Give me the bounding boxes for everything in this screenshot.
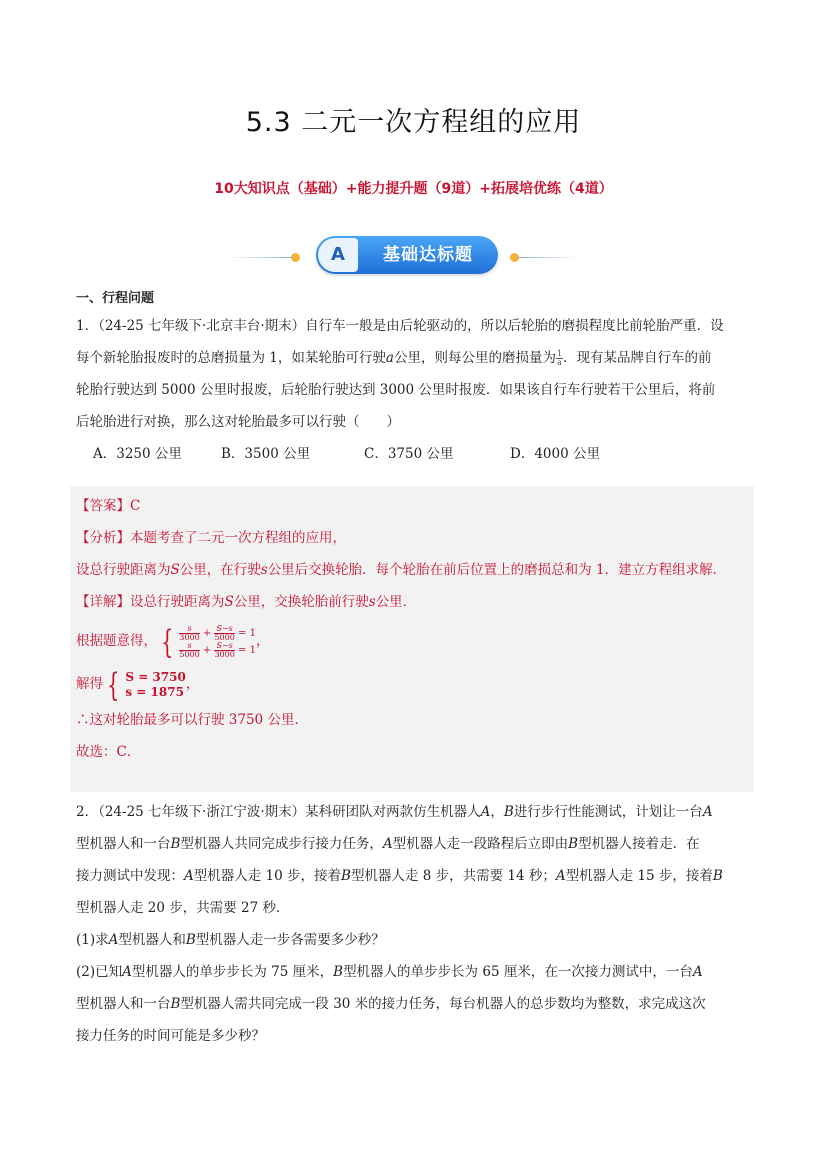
answer-1: [76, 490, 756, 768]
fraction: [179, 642, 199, 659]
var-B: B: [341, 868, 351, 884]
denominator: 5000: [214, 632, 235, 642]
solution-line: [76, 664, 756, 704]
page-subtitle: 10大知识点（基础）+能力提升题（9道）+拓展培优练（4道）: [214, 181, 613, 197]
var-B: B: [333, 964, 344, 980]
q2-text: 型机器人需共同完成一段 30 米的接力任务，每台机器人的总步数均为整数，求完成这次: [180, 996, 706, 1012]
analysis-text: 公里，在行驶: [179, 562, 261, 578]
q2-line-4: 型机器人走 20 步，共需要 27 秒．: [76, 900, 290, 916]
fraction-numerator: 1: [556, 349, 563, 358]
equation-2: $\frac{s}{5000}$ + $\frac{S-s}{3000} = 1$: [179, 640, 256, 659]
q2-text: 型机器人和一台: [76, 836, 171, 852]
solution-1: S = 3750: [125, 669, 186, 684]
q2-sub-2-line-3: 接力任务的时间可能是多少秒？: [76, 1028, 265, 1044]
conclusion-line: ∴这对轮胎最多可以行驶 3750 公里．: [76, 712, 308, 728]
var-B: B: [185, 932, 196, 948]
equation-line: [76, 618, 756, 664]
banner-letter: A: [318, 238, 358, 272]
detail-text: 公里．: [375, 594, 417, 610]
choice-line: 故选：C．: [76, 744, 141, 760]
denominator: 3000: [179, 632, 200, 642]
var-A: A: [692, 964, 703, 980]
var-A: A: [108, 932, 119, 948]
var-a: a: [385, 350, 394, 366]
q2-text: 型机器人走 8 步，共需要 14 秒；: [350, 868, 556, 884]
q1-options: [76, 438, 756, 470]
detail-text: 公里，交换轮胎前行驶: [233, 594, 369, 610]
section-heading: 一、行程问题: [76, 291, 155, 306]
banner-pill: [316, 236, 498, 274]
q1-line-1: 1．（24-25 七年级下·北京丰台·期末）自行车一般是由后轮驱动的，所以后轮胎的磨损程度比前轮胎严重．设: [76, 318, 724, 334]
var-A: A: [702, 804, 713, 820]
option-b[interactable]: B．3500 公里: [221, 446, 311, 462]
analysis-line-2: [76, 554, 756, 586]
q1-line-4: 后轮胎进行对换，那么这对轮胎最多可以行驶（ ）: [76, 414, 400, 430]
option-c[interactable]: C．3750 公里: [364, 446, 454, 462]
equation-1: $\frac{s}{3000}$ + $\frac{S-s}{5000} = 1$: [179, 623, 256, 642]
section-banner: [0, 232, 827, 282]
solution-intro: 解得: [76, 676, 103, 692]
numerator: s: [179, 625, 199, 634]
analysis-label: 【分析】: [76, 530, 130, 546]
var-A: A: [382, 836, 393, 852]
answer-line: [76, 490, 756, 522]
q1-text: ．现有某品牌自行车的前: [563, 350, 712, 366]
answer-label: 【答案】: [76, 498, 130, 514]
analysis-text: 本题考查了二元一次方程组的应用，: [130, 530, 346, 546]
q2-text: 型机器人的单步步长为 65 厘米，在一次接力测试中，一台: [343, 964, 693, 980]
detail-text: 设总行驶距离为: [130, 594, 225, 610]
var-B: B: [712, 868, 723, 884]
solution-tail: ，: [185, 676, 200, 692]
q1-text: 公里，则每公里的磨损量为: [393, 350, 556, 366]
solution-system: [103, 665, 186, 704]
numerator: s: [179, 642, 199, 651]
option-d[interactable]: D．4000 公里: [510, 446, 600, 462]
fraction-denominator: a: [557, 358, 562, 367]
q2-text: 型机器人走 15 步，接着: [565, 868, 713, 884]
var-A: A: [555, 868, 566, 884]
question-1: [76, 288, 756, 470]
analysis-text: 设总行驶距离为: [76, 562, 171, 578]
q2-text: ，: [490, 804, 504, 820]
page-title: 5.3 二元一次方程组的应用: [245, 107, 582, 138]
banner-line-left: [228, 257, 294, 258]
q2-text: 型机器人走 10 步，接着: [193, 868, 342, 884]
q1-line-3: 轮胎行驶达到 5000 公里时报废，后轮胎行驶达到 3000 公里时报废．如果该自行车行驶若干公里后，将前: [76, 382, 716, 398]
denominator: 3000: [214, 649, 235, 659]
equation-intro: 根据题意得，: [76, 633, 157, 649]
q2-sub-2-line-2: [76, 988, 756, 1020]
q2-text: 型机器人走一段路程后立即由: [392, 836, 569, 852]
q2-text: 2．（24-25 七年级下·浙江宁波·期末）某科研团队对两款仿生机器人: [76, 804, 481, 820]
var-s: s: [260, 562, 268, 578]
q2-sub-1: [76, 924, 756, 956]
q1-line-2: [76, 342, 756, 374]
q2-text: 接力测试中发现：: [76, 868, 184, 884]
var-A: A: [480, 804, 491, 820]
q2-text: 型机器人和: [118, 932, 186, 948]
q1-text: 每个新轮胎报废时的总磨损量为 1，如某轮胎可行驶: [76, 350, 386, 366]
var-S: S: [224, 594, 234, 610]
option-a[interactable]: A．3250 公里: [93, 446, 182, 462]
rhs: = 1: [238, 644, 256, 656]
brace-icon: {: [161, 622, 174, 661]
fraction: [214, 625, 234, 642]
solution-2: s = 1875: [125, 684, 184, 699]
equation-rows: [179, 625, 256, 659]
banner-text: 基础达标题: [383, 245, 473, 265]
var-B: B: [170, 996, 181, 1012]
banner-line-right: [518, 257, 578, 258]
answer-value: C: [130, 498, 141, 514]
var-A: A: [122, 964, 132, 980]
q2-text: (2)已知: [76, 964, 123, 980]
brace-icon: {: [107, 665, 120, 704]
denominator: 5000: [179, 649, 200, 659]
detail-label: 【详解】: [76, 594, 130, 610]
q2-text: 型机器人的单步步长为 75 厘米，: [131, 964, 334, 980]
q2-text: 型机器人共同完成步行接力任务，: [180, 836, 383, 852]
analysis-line: [76, 522, 756, 554]
numerator: S−s: [214, 642, 234, 651]
fraction: [214, 642, 234, 659]
q2-line-2: [76, 828, 756, 860]
equation-tail: ，: [255, 633, 270, 649]
var-A: A: [184, 868, 194, 884]
q2-text: 型机器人接着走．在: [578, 836, 700, 852]
fraction: [556, 350, 563, 367]
q2-text: 型机器人走一步各需要多少秒？: [195, 932, 385, 948]
solution-rows: [125, 670, 185, 700]
var-S: S: [170, 562, 180, 578]
rhs: = 1: [238, 627, 256, 639]
q2-line-3: [76, 860, 756, 892]
var-B: B: [503, 804, 514, 820]
question-2: [76, 796, 756, 1052]
q2-text: (1)求: [76, 932, 109, 948]
var-B: B: [170, 836, 181, 852]
q2-text: 型机器人和一台: [76, 996, 171, 1012]
q2-text: 进行步行性能测试，计划让一台: [513, 804, 703, 820]
banner-dot-left: [291, 253, 300, 262]
q2-sub-2-line-1: [76, 956, 756, 988]
var-B: B: [568, 836, 579, 852]
var-s: s: [368, 594, 376, 610]
q2-line-1: [76, 796, 756, 828]
equation-system: [157, 622, 256, 661]
analysis-text: 公里后交换轮胎．每个轮胎在前后位置上的磨损总和为 1．建立方程组求解．: [267, 562, 727, 578]
numerator: S−s: [214, 625, 234, 634]
detail-line: [76, 586, 756, 618]
fraction: [179, 625, 199, 642]
